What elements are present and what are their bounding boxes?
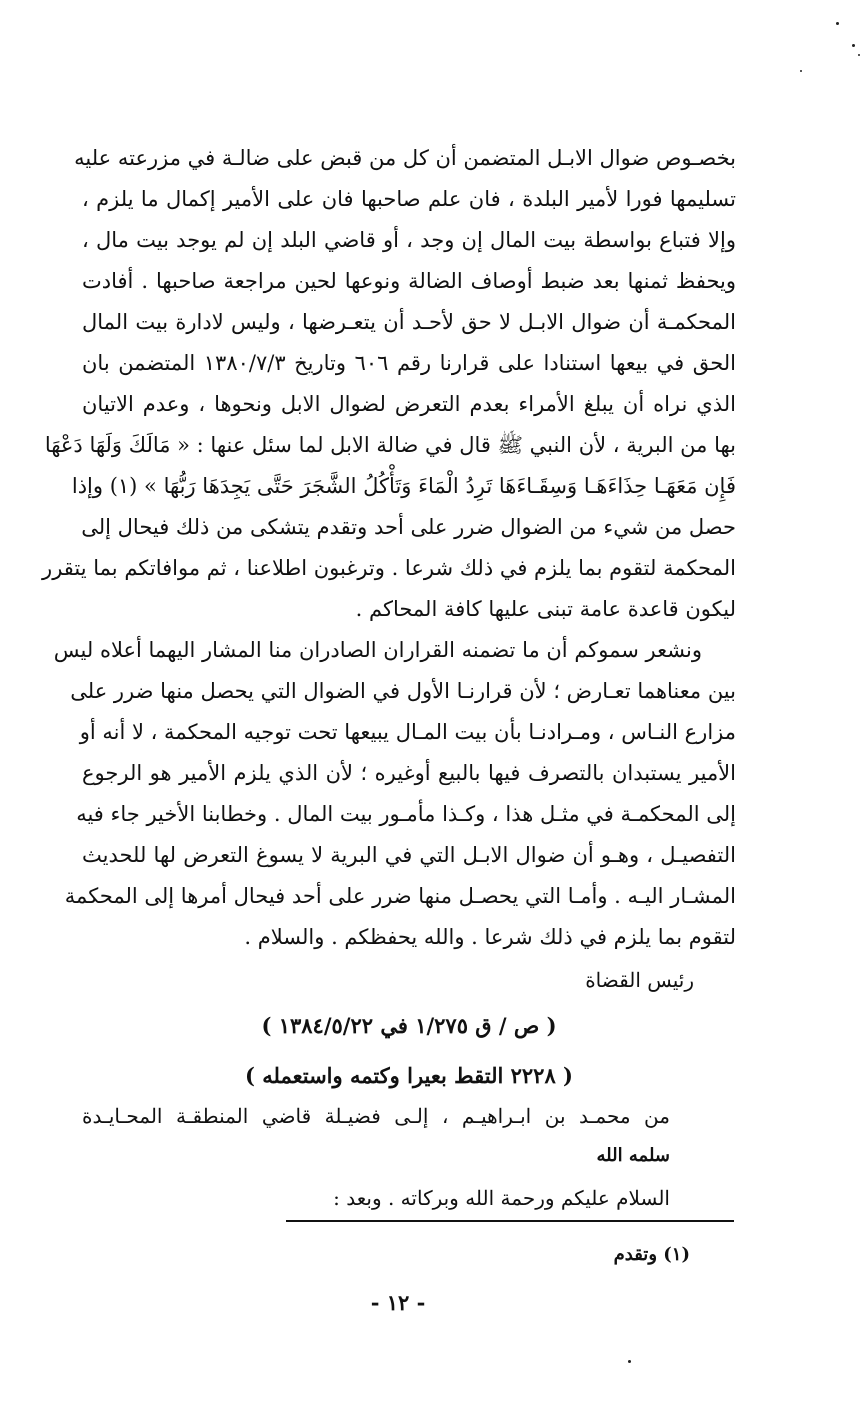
body-line: لتقوم بما يلزم في ذلك شرعا . والله يحفظكم . والسلام . — [244, 925, 736, 949]
body-line: بين معناهما تعـارض ؛ لأن قرارنـا الأول في الضوال التي يحصل منها ضرر على — [70, 679, 736, 703]
letter-header — [82, 1096, 670, 1176]
scan-speck — [836, 22, 839, 25]
body-text — [42, 138, 736, 958]
body-line: المحكمـة أن ضوال الابـل لا حق لأحـد أن يتعـرضها ، وليس لادارة بيت المال — [82, 310, 736, 334]
body-line: الأمير يستبدان بالتصرف فيها بالبيع أوغيره ؛ لأن الذي يلزم الأمير هو الرجوع — [82, 761, 736, 785]
reference-number: ( ص / ق ١/٢٧٥ في ١٣٨٤/٥/٢٢ ) — [261, 1013, 557, 1038]
body-line: بها من البرية ، لأن النبي ﷺ قال في ضالة الابل لما سئل عنها : « مَالَكَ وَلَهَا دَعْهَا — [44, 433, 736, 457]
body-line: الذي نراه أن يبلغ الأمراء بعدم التعرض لضوال الابل ونحوها ، وعدم الاتيان — [82, 392, 736, 416]
page-number: - ١٢ - — [370, 1290, 426, 1315]
body-line: ليكون قاعدة عامة تبنى عليها كافة المحاكم . — [355, 597, 736, 621]
body-line: مزارع النـاس ، ومـرادنـا بأن بيت المـال يبيعها تحت توجيه المحكمة ، لا أنه أو — [79, 720, 736, 744]
body-line: وإلا فتباع بواسطة بيت المال إن وجد ، أو قاضي البلد إن لم يوجد بيت مال ، — [82, 228, 736, 252]
body-line: فَإِن مَعَهَـا حِذَاءَهَـا وَسِقَـاءَهَا تَرِدُ الْمَاءَ وَتَأْكُلُ الشَّجَرَ حَتَّى يَجِدَهَا رَبُّهَا » (١) وإذا — [71, 474, 736, 498]
letter-sender-recipient: من محمـد بن ابـراهيـم ، إلـى فضيـلة قاضي المنطقـة المحـايـدة — [82, 1104, 670, 1128]
body-line: تسليمها فورا لأمير البلدة ، فان علم صاحبها فان على الأمير إكمال ما يلزم ، — [82, 187, 736, 211]
body-line: الحق في بيعها استنادا على قرارنا رقم ٦٠٦ وتاريخ ١٣٨٠/٧/٣ المتضمن بان — [82, 351, 736, 375]
footnote-divider — [286, 1220, 734, 1222]
greeting-line: السلام عليكم ورحمة الله وبركاته . وبعد : — [333, 1186, 670, 1210]
body-line: المحكمة لتقوم بما يلزم في ذلك شرعا . وترغبون اطلاعنا ، ثم موافاتكم بما يتقرر — [42, 556, 736, 580]
letter-salutation: سلمه الله — [596, 1145, 670, 1166]
body-line: ويحفظ ثمنها بعد ضبط أوصاف الضالة ونوعها لحين مراجعة صاحبها . أفادت — [82, 269, 736, 293]
scan-speck — [858, 54, 860, 56]
body-line: التفصيـل ، وهـو أن ضوال الابـل التي في البرية لا يسوغ التعرض لها للحديث — [82, 843, 736, 867]
body-line: إلى المحكمـة في مثـل هذا ، وكـذا مأمـور بيت المال . وخطابنا الأخير جاء فيه — [76, 802, 736, 826]
body-line: المشـار اليـه . وأمـا التي يحصـل منها ضرر على أحد فيحال أمرها إلى المحكمة — [64, 884, 736, 908]
section-heading: ( ٢٢٢٨ التقط بعيرا وكتمه واستعمله ) — [245, 1063, 573, 1088]
body-line: بخصـوص ضوال الابـل المتضمن أن كل من قبض على ضالـة في مزرعته عليه — [74, 146, 736, 170]
scan-speck — [852, 44, 855, 47]
footnote: (١) وتقدم — [613, 1244, 690, 1265]
body-line: حصل من شيء من الضوال ضرر على أحد وتقدم يتشكى من ذلك فيحال إلى — [81, 515, 736, 539]
signature-title: رئيس القضاة — [585, 968, 694, 992]
scan-speck — [800, 70, 802, 72]
scan-speck — [628, 1360, 631, 1363]
body-line: ونشعر سموكم أن ما تضمنه القراران الصادران منا المشار اليهما أعلاه ليس — [53, 638, 702, 662]
